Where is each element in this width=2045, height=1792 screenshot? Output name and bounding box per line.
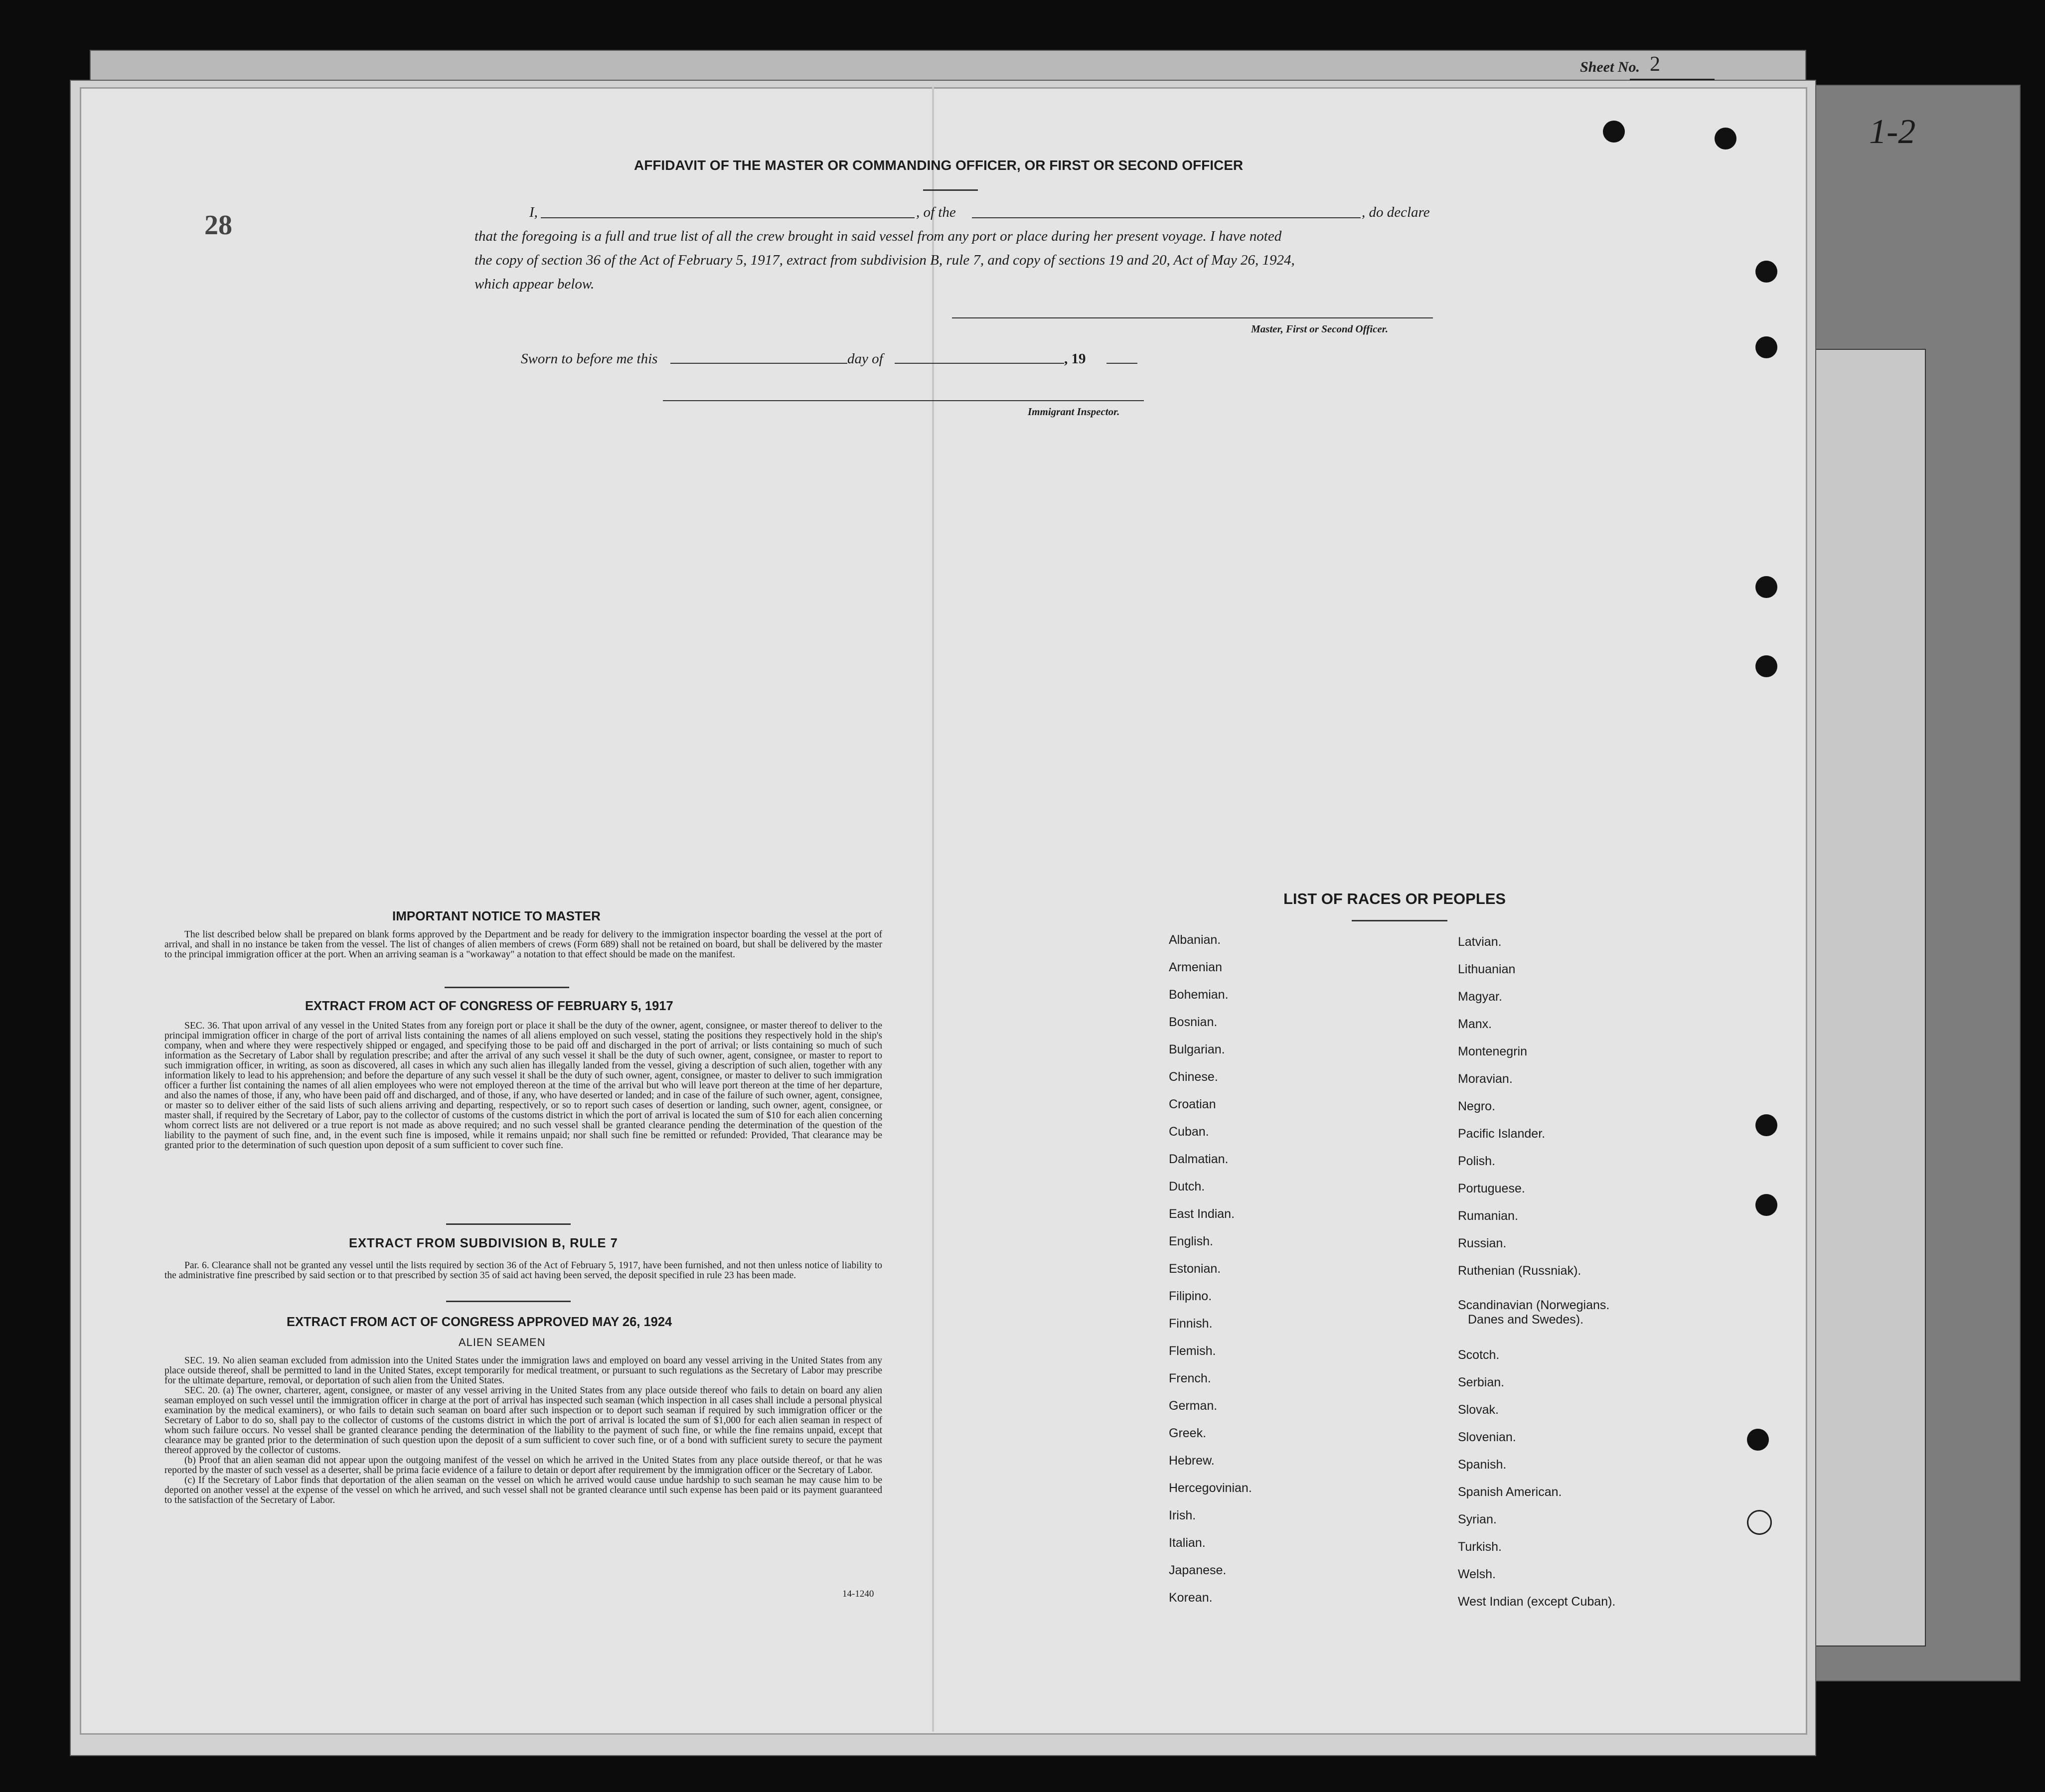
race-item: Syrian. [1458, 1512, 1497, 1526]
inspector-signature-label: Immigrant Inspector. [1028, 406, 1120, 418]
race-item: Pacific Islander. [1458, 1127, 1546, 1141]
affidavit-text: , do declare [1362, 204, 1430, 220]
master-signature-label: Master, First or Second Officer. [1251, 323, 1388, 335]
extract-1917-text [164, 1021, 882, 1151]
divider [923, 189, 978, 191]
divider [446, 1301, 571, 1302]
race-item: Rumanian. [1458, 1209, 1518, 1223]
race-item: Lithuanian [1458, 962, 1516, 976]
race-item: Russian. [1458, 1236, 1507, 1250]
race-item: Bosnian. [1169, 1015, 1218, 1029]
sworn-line: Sworn to before me this [521, 351, 658, 367]
margin-annotation: 1-2 [1869, 113, 1916, 151]
sworn-month-blank [895, 363, 1064, 364]
punch-hole [1755, 1114, 1777, 1136]
race-item: Italian. [1169, 1536, 1206, 1550]
affidavit-text: I, [529, 204, 538, 220]
name-blank-line [541, 217, 915, 218]
sheet-number-line [1630, 79, 1715, 80]
race-item: West Indian (except Cuban). [1458, 1595, 1616, 1609]
race-item: East Indian. [1169, 1207, 1235, 1221]
page-mark: 28 [204, 210, 232, 241]
race-item: Cuban. [1169, 1125, 1209, 1139]
notice-title: IMPORTANT NOTICE TO MASTER [392, 908, 601, 923]
sheet-number-label: Sheet No. [1580, 59, 1640, 75]
race-item: Welsh. [1458, 1567, 1496, 1581]
section-20a-paragraph: SEC. 20. (a) The owner, charterer, agent, consignee, or master of any vessel arriving in the United States from any place outside thereof who fails to detain on board any alien seaman employed on such vessel until the immigration officer in charge at the port of arrival has inspected such seaman (which inspection in all cases shall include a personal physical examination by the medical examiners), or who fails to detain such seaman on board after such inspection or to deport such seaman if required by such immigration officer or the Secretary of Labor to do so, shall pay to the collector of customs of the customs district in which the port of arrival is located the sum of $1,000 for each alien seaman in respect of whom such failure occurs. No vessel shall be granted clearance pending the determination of the liability to the payment of such fine, or while the fine remains unpaid, except that clearance may be granted prior to the determination of such question upon the deposit of a sum sufficient to cover such fine, or of a bond with sufficient surety to secure the payment thereof approved by the collector of customs. [164, 1385, 882, 1456]
race-item: Irish. [1169, 1508, 1196, 1522]
race-item: French. [1169, 1371, 1211, 1385]
sworn-day-blank [670, 363, 847, 364]
race-item: Scandinavian (Norwegians. [1458, 1298, 1610, 1312]
race-item: Bohemian. [1169, 988, 1229, 1002]
section-19-paragraph: SEC. 19. No alien seaman excluded from admission into the United States under the immigration laws and employed on board any vessel arriving in the United States from any place outside thereof, shall be permitted to land in the United States, except temporarily for medical treatment, or pursuant to such regulations as the Secretary of Labor may prescribe for the ultimate departure, removal, or deportation of such alien from the United States. [164, 1355, 882, 1386]
notice-paragraph: The list described below shall be prepared on blank forms approved by the Department and be ready for delivery to the immigration inspector boarding the vessel at the port of arrival, and shall in no instance be taken from the vessel. The list of changes of alien members of crews (Form 689) shall not be retained on board, but shall be delivered by the master to the principal immigration officer at the port. When an arriving seaman is a "workaway" a notation to that effect should be made on the manifest. [164, 929, 882, 960]
race-item: Albanian. [1169, 933, 1221, 947]
race-item: Ruthenian (Russniak). [1458, 1264, 1581, 1278]
vessel-blank-line [972, 217, 1361, 218]
divider [1352, 920, 1447, 921]
race-item: Chinese. [1169, 1070, 1218, 1084]
race-item: Bulgarian. [1169, 1043, 1225, 1056]
race-item: Estonian. [1169, 1262, 1221, 1276]
race-item: Manx. [1458, 1017, 1492, 1031]
race-item: English. [1169, 1234, 1213, 1248]
race-item: Polish. [1458, 1154, 1496, 1168]
race-item: Flemish. [1169, 1344, 1216, 1358]
race-item: Slovenian. [1458, 1430, 1516, 1444]
race-item: Serbian. [1458, 1375, 1505, 1389]
race-item: Moravian. [1458, 1072, 1513, 1086]
sworn-line: day of [847, 351, 883, 367]
affidavit-line: the copy of section 36 of the Act of February 5, 1917, extract from subdivision B, rule 7, and copy of sections 19 and 20, Act of May 26, 1924, [474, 252, 1295, 268]
race-item: Turkish. [1458, 1540, 1502, 1554]
race-item: Korean. [1169, 1591, 1213, 1605]
punch-hole [1603, 121, 1625, 143]
race-item: Spanish. [1458, 1458, 1507, 1472]
affidavit-line: which appear below. [474, 276, 595, 292]
punch-hole [1715, 128, 1736, 149]
affidavit-line: that the foregoing is a full and true list of all the crew brought in said vessel from any port or place during her present voyage. I have noted [474, 228, 1282, 244]
race-item: Finnish. [1169, 1317, 1213, 1331]
race-item: Dutch. [1169, 1180, 1205, 1194]
race-item: Croatian [1169, 1097, 1216, 1111]
extract-1924-title: EXTRACT FROM ACT OF CONGRESS APPROVED MAY 26, 1924 [287, 1315, 672, 1329]
race-item: Hebrew. [1169, 1454, 1215, 1468]
notice-text [164, 930, 882, 960]
divider [445, 987, 569, 988]
race-item: Montenegrin [1458, 1045, 1527, 1058]
inspector-signature-line [663, 400, 1144, 401]
race-item: Japanese. [1169, 1563, 1227, 1577]
race-item: Latvian. [1458, 935, 1502, 949]
race-item: Armenian [1169, 960, 1222, 974]
punch-hole [1747, 1510, 1772, 1535]
rule-7-text [164, 1261, 882, 1281]
race-item: Hercegovinian. [1169, 1481, 1252, 1495]
form-number: 14-1240 [842, 1589, 874, 1599]
rule-7-title: EXTRACT FROM SUBDIVISION B, RULE 7 [349, 1236, 618, 1250]
punch-hole [1755, 261, 1777, 283]
race-item: German. [1169, 1399, 1218, 1413]
race-item: Danes and Swedes). [1468, 1313, 1584, 1327]
master-signature-line [952, 317, 1433, 318]
race-item: Negro. [1458, 1099, 1496, 1113]
race-item: Dalmatian. [1169, 1152, 1229, 1166]
affidavit-title: AFFIDAVIT OF THE MASTER OR COMMANDING OFFICER, OR FIRST OR SECOND OFFICER [634, 157, 1244, 173]
race-item: Magyar. [1458, 990, 1502, 1004]
section-36-paragraph: SEC. 36. That upon arrival of any vessel in the United States from any foreign port or place it shall be the duty of the owner, agent, consignee, or master thereof to deliver to the principal immigration officer in charge of the port of arrival lists containing the names of all aliens employed on such vessel, stating the positions they respectively hold in the ship's company, when and where they were respectively shipped or engaged, and specifying those to be paid off and discharged in the port of arrival; or lists containing so much of such information as the Secretary of Labor shall by regulation prescribe; and after the arrival of any such vessel it shall be the duty of such owner, agent, consignee, or master to report to such immigration officer, in writing, as soon as discovered, all cases in which any such alien has illegally landed from the vessel, giving a description of such alien, together with any information likely to lead to his apprehension; and before the departure of any such vessel it shall be the duty of such owner, agent, consignee, or master to deliver to such immigration officer a further list containing the names of all alien employees who were not employed thereon at the time of the arrival but who will leave port thereon at the time of her departure, and also the names of those, if any, who have been paid off and discharged, and of those, if any, who have deserted or landed; and in case of the failure of such owner, agent, consignee, or master so to deliver either of the said lists of such aliens arriving and departing, respectively, or so to report such cases of desertion or landing, such owner, agent, consignee, or master shall, if required by the Secretary of Labor, pay to the collector of customs of the customs district in which the port of arrival is located the sum of $10 for each alien concerning whom correct lists are not delivered or a true report is not made as above required; and no such vessel shall be granted clearance pending the determination of the question of the liability to the payment of such fine, and, in the event such fine is imposed, while it remains unpaid; nor shall such fine be remitted or refunded: Provided, That clearance may be granted prior to the determination of such question upon deposit of a sum sufficient to cover such fine. [164, 1021, 882, 1151]
sworn-year-blank [1106, 363, 1137, 364]
rule-7-paragraph: Par. 6. Clearance shall not be granted any vessel until the lists required by section 36 of the Act of February 5, 1917, have been furnished, and not then unless notice of liability to the administrative fine prescribed by said section or to that prescribed by section 35 of said act having been served, the deposit specified in rule 23 has been made. [164, 1260, 882, 1281]
page-fold [932, 87, 934, 1732]
punch-hole [1755, 576, 1777, 598]
affidavit-line [529, 200, 538, 224]
extract-1917-title: EXTRACT FROM ACT OF CONGRESS OF FEBRUARY 5, 1917 [305, 999, 673, 1013]
race-item: Portuguese. [1458, 1182, 1525, 1195]
affidavit-line [1362, 200, 1430, 224]
sworn-line: , 19 [1064, 351, 1086, 367]
race-item: Slovak. [1458, 1403, 1499, 1417]
affidavit-text: , of the [916, 204, 956, 220]
races-title: LIST OF RACES OR PEOPLES [1283, 890, 1506, 907]
section-20b-paragraph: (b) Proof that an alien seaman did not appear upon the outgoing manifest of the vessel on which he arrived in the United States from any place outside thereof, or that he was reported by the master of such vessel as a deserter, shall be prima facie evidence of a failure to detain or deport after requirement by the immigration officer or the Secretary of Labor. [164, 1455, 882, 1476]
section-20c-paragraph: (c) If the Secretary of Labor finds that deportation of the alien seaman on the vessel on which he arrived would cause undue hardship to such seaman he may cause him to be deported on another vessel at the expense of the vessel on which he arrived, and such vessel shall not be granted clearance until such expense has been paid or its payment guaranteed to the satisfaction of the Secretary of Labor. [164, 1475, 882, 1505]
race-item: Greek. [1169, 1426, 1207, 1440]
sheet-number-value: 2 [1650, 53, 1660, 76]
punch-hole [1747, 1429, 1769, 1451]
divider [446, 1223, 571, 1225]
affidavit-line [916, 200, 956, 224]
race-item: Filipino. [1169, 1289, 1212, 1303]
extract-1924-subtitle: ALIEN SEAMEN [459, 1336, 546, 1348]
extract-1924-text [164, 1356, 882, 1505]
punch-hole [1755, 1194, 1777, 1216]
race-item: Scotch. [1458, 1348, 1500, 1362]
race-item: Spanish American. [1458, 1485, 1562, 1499]
punch-hole [1755, 655, 1777, 677]
punch-hole [1755, 336, 1777, 358]
